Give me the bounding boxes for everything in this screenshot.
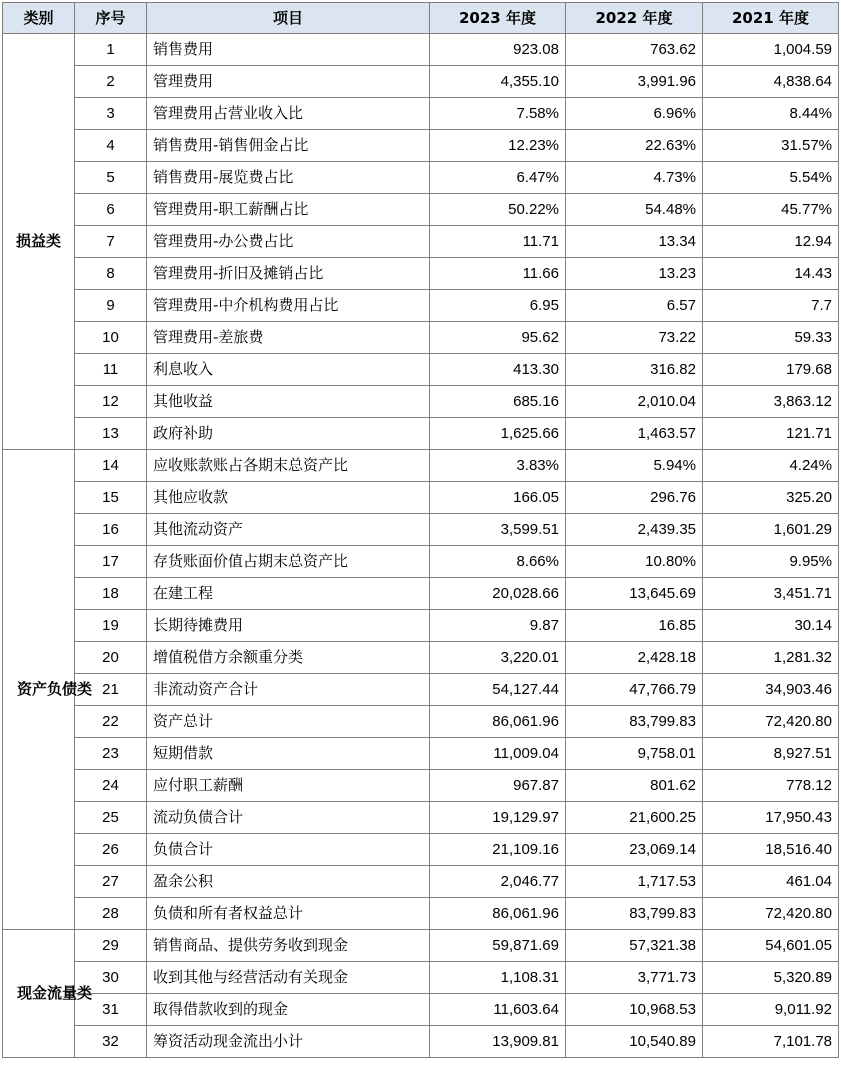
value-2022-cell: 3,771.73 <box>566 962 703 994</box>
value-2021-cell: 34,903.46 <box>703 674 839 706</box>
item-cell: 盈余公积 <box>147 866 430 898</box>
seq-cell: 21 <box>75 674 147 706</box>
value-2021-cell: 72,420.80 <box>703 706 839 738</box>
value-2021-cell: 461.04 <box>703 866 839 898</box>
table-row <box>3 258 839 290</box>
value-2022-cell: 801.62 <box>566 770 703 802</box>
seq-cell: 5 <box>75 162 147 194</box>
item-cell: 其他收益 <box>147 386 430 418</box>
value-2021-cell: 325.20 <box>703 482 839 514</box>
value-2023-cell: 3,220.01 <box>430 642 566 674</box>
table-row <box>3 866 839 898</box>
item-cell: 负债和所有者权益总计 <box>147 898 430 930</box>
value-2021-cell: 1,004.59 <box>703 34 839 66</box>
table-row <box>3 450 839 482</box>
item-cell: 管理费用-职工薪酬占比 <box>147 194 430 226</box>
table-row <box>3 354 839 386</box>
seq-cell: 15 <box>75 482 147 514</box>
header-seq: 序号 <box>75 3 147 34</box>
item-cell: 管理费用占营业收入比 <box>147 98 430 130</box>
value-2023-cell: 11.71 <box>430 226 566 258</box>
value-2021-cell: 3,863.12 <box>703 386 839 418</box>
header-row <box>3 3 839 34</box>
value-2022-cell: 6.96% <box>566 98 703 130</box>
value-2022-cell: 22.63% <box>566 130 703 162</box>
value-2023-cell: 86,061.96 <box>430 898 566 930</box>
category-cell: 损益类 <box>3 34 75 450</box>
table-row <box>3 130 839 162</box>
value-2023-cell: 13,909.81 <box>430 1026 566 1058</box>
table-row <box>3 930 839 962</box>
value-2023-cell: 11,603.64 <box>430 994 566 1026</box>
seq-cell: 1 <box>75 34 147 66</box>
header-year-2022: 2022 年度 <box>566 3 703 34</box>
item-cell: 销售费用 <box>147 34 430 66</box>
item-cell: 政府补助 <box>147 418 430 450</box>
value-2022-cell: 54.48% <box>566 194 703 226</box>
item-cell: 应付职工薪酬 <box>147 770 430 802</box>
value-2022-cell: 47,766.79 <box>566 674 703 706</box>
value-2021-cell: 8,927.51 <box>703 738 839 770</box>
table-row <box>3 1026 839 1058</box>
value-2021-cell: 179.68 <box>703 354 839 386</box>
category-cell: 现金流量类 <box>3 930 75 1058</box>
value-2023-cell: 95.62 <box>430 322 566 354</box>
seq-cell: 10 <box>75 322 147 354</box>
item-cell: 资产总计 <box>147 706 430 738</box>
value-2023-cell: 86,061.96 <box>430 706 566 738</box>
seq-cell: 14 <box>75 450 147 482</box>
item-cell: 销售费用-展览费占比 <box>147 162 430 194</box>
value-2023-cell: 4,355.10 <box>430 66 566 98</box>
value-2023-cell: 3.83% <box>430 450 566 482</box>
table-row <box>3 706 839 738</box>
seq-cell: 22 <box>75 706 147 738</box>
value-2022-cell: 13,645.69 <box>566 578 703 610</box>
value-2021-cell: 30.14 <box>703 610 839 642</box>
seq-cell: 23 <box>75 738 147 770</box>
value-2023-cell: 967.87 <box>430 770 566 802</box>
financial-data-table <box>2 2 839 1058</box>
value-2022-cell: 21,600.25 <box>566 802 703 834</box>
value-2021-cell: 12.94 <box>703 226 839 258</box>
value-2023-cell: 54,127.44 <box>430 674 566 706</box>
value-2022-cell: 1,717.53 <box>566 866 703 898</box>
value-2023-cell: 20,028.66 <box>430 578 566 610</box>
value-2021-cell: 3,451.71 <box>703 578 839 610</box>
value-2021-cell: 59.33 <box>703 322 839 354</box>
value-2023-cell: 50.22% <box>430 194 566 226</box>
table-row <box>3 802 839 834</box>
value-2022-cell: 13.34 <box>566 226 703 258</box>
item-cell: 增值税借方余额重分类 <box>147 642 430 674</box>
value-2021-cell: 778.12 <box>703 770 839 802</box>
value-2021-cell: 45.77% <box>703 194 839 226</box>
value-2023-cell: 59,871.69 <box>430 930 566 962</box>
seq-cell: 17 <box>75 546 147 578</box>
header-year-2023: 2023 年度 <box>430 3 566 34</box>
value-2022-cell: 296.76 <box>566 482 703 514</box>
seq-cell: 4 <box>75 130 147 162</box>
value-2021-cell: 17,950.43 <box>703 802 839 834</box>
table-row <box>3 418 839 450</box>
seq-cell: 12 <box>75 386 147 418</box>
seq-cell: 18 <box>75 578 147 610</box>
item-cell: 非流动资产合计 <box>147 674 430 706</box>
seq-cell: 27 <box>75 866 147 898</box>
seq-cell: 25 <box>75 802 147 834</box>
seq-cell: 8 <box>75 258 147 290</box>
table-row <box>3 34 839 66</box>
seq-cell: 29 <box>75 930 147 962</box>
seq-cell: 16 <box>75 514 147 546</box>
value-2021-cell: 7.7 <box>703 290 839 322</box>
value-2022-cell: 3,991.96 <box>566 66 703 98</box>
value-2022-cell: 57,321.38 <box>566 930 703 962</box>
item-cell: 管理费用-中介机构费用占比 <box>147 290 430 322</box>
value-2023-cell: 3,599.51 <box>430 514 566 546</box>
table-row <box>3 770 839 802</box>
seq-cell: 19 <box>75 610 147 642</box>
table-row <box>3 98 839 130</box>
value-2023-cell: 2,046.77 <box>430 866 566 898</box>
item-cell: 收到其他与经营活动有关现金 <box>147 962 430 994</box>
value-2021-cell: 7,101.78 <box>703 1026 839 1058</box>
table-row <box>3 162 839 194</box>
value-2021-cell: 4,838.64 <box>703 66 839 98</box>
seq-cell: 6 <box>75 194 147 226</box>
value-2022-cell: 2,428.18 <box>566 642 703 674</box>
seq-cell: 11 <box>75 354 147 386</box>
value-2021-cell: 9.95% <box>703 546 839 578</box>
value-2021-cell: 5,320.89 <box>703 962 839 994</box>
table-row <box>3 226 839 258</box>
item-cell: 管理费用-办公费占比 <box>147 226 430 258</box>
seq-cell: 30 <box>75 962 147 994</box>
seq-cell: 2 <box>75 66 147 98</box>
table-row <box>3 386 839 418</box>
table-body <box>3 34 839 1058</box>
value-2022-cell: 83,799.83 <box>566 898 703 930</box>
seq-cell: 7 <box>75 226 147 258</box>
seq-cell: 3 <box>75 98 147 130</box>
value-2021-cell: 5.54% <box>703 162 839 194</box>
value-2023-cell: 1,108.31 <box>430 962 566 994</box>
table-row <box>3 290 839 322</box>
table-row <box>3 610 839 642</box>
item-cell: 管理费用-折旧及摊销占比 <box>147 258 430 290</box>
item-cell: 应收账款账占各期末总资产比 <box>147 450 430 482</box>
item-cell: 短期借款 <box>147 738 430 770</box>
item-cell: 筹资活动现金流出小计 <box>147 1026 430 1058</box>
value-2023-cell: 413.30 <box>430 354 566 386</box>
seq-cell: 31 <box>75 994 147 1026</box>
value-2021-cell: 9,011.92 <box>703 994 839 1026</box>
table-row <box>3 642 839 674</box>
item-cell: 管理费用 <box>147 66 430 98</box>
seq-cell: 13 <box>75 418 147 450</box>
seq-cell: 26 <box>75 834 147 866</box>
value-2022-cell: 2,439.35 <box>566 514 703 546</box>
table-row <box>3 578 839 610</box>
table-row <box>3 514 839 546</box>
value-2023-cell: 21,109.16 <box>430 834 566 866</box>
value-2022-cell: 1,463.57 <box>566 418 703 450</box>
value-2023-cell: 19,129.97 <box>430 802 566 834</box>
category-cell: 资产负债类 <box>3 450 75 930</box>
value-2022-cell: 5.94% <box>566 450 703 482</box>
seq-cell: 9 <box>75 290 147 322</box>
header-category: 类别 <box>3 3 75 34</box>
value-2023-cell: 6.95 <box>430 290 566 322</box>
header-item: 项目 <box>147 3 430 34</box>
item-cell: 其他应收款 <box>147 482 430 514</box>
item-cell: 销售商品、提供劳务收到现金 <box>147 930 430 962</box>
value-2021-cell: 18,516.40 <box>703 834 839 866</box>
value-2023-cell: 12.23% <box>430 130 566 162</box>
value-2022-cell: 23,069.14 <box>566 834 703 866</box>
table-row <box>3 674 839 706</box>
value-2022-cell: 6.57 <box>566 290 703 322</box>
value-2021-cell: 72,420.80 <box>703 898 839 930</box>
item-cell: 取得借款收到的现金 <box>147 994 430 1026</box>
value-2022-cell: 10,968.53 <box>566 994 703 1026</box>
header-year-2021: 2021 年度 <box>703 3 839 34</box>
seq-cell: 28 <box>75 898 147 930</box>
item-cell: 销售费用-销售佣金占比 <box>147 130 430 162</box>
value-2022-cell: 316.82 <box>566 354 703 386</box>
value-2022-cell: 10,540.89 <box>566 1026 703 1058</box>
item-cell: 其他流动资产 <box>147 514 430 546</box>
item-cell: 负债合计 <box>147 834 430 866</box>
value-2022-cell: 73.22 <box>566 322 703 354</box>
value-2021-cell: 1,601.29 <box>703 514 839 546</box>
value-2023-cell: 11,009.04 <box>430 738 566 770</box>
value-2022-cell: 10.80% <box>566 546 703 578</box>
value-2022-cell: 83,799.83 <box>566 706 703 738</box>
value-2021-cell: 121.71 <box>703 418 839 450</box>
table-row <box>3 66 839 98</box>
value-2021-cell: 31.57% <box>703 130 839 162</box>
value-2022-cell: 9,758.01 <box>566 738 703 770</box>
item-cell: 利息收入 <box>147 354 430 386</box>
value-2023-cell: 1,625.66 <box>430 418 566 450</box>
value-2021-cell: 8.44% <box>703 98 839 130</box>
table-row <box>3 738 839 770</box>
value-2023-cell: 685.16 <box>430 386 566 418</box>
value-2021-cell: 14.43 <box>703 258 839 290</box>
table-row <box>3 898 839 930</box>
seq-cell: 32 <box>75 1026 147 1058</box>
value-2022-cell: 4.73% <box>566 162 703 194</box>
value-2023-cell: 7.58% <box>430 98 566 130</box>
value-2023-cell: 166.05 <box>430 482 566 514</box>
table-row <box>3 962 839 994</box>
table-row <box>3 994 839 1026</box>
table-row <box>3 546 839 578</box>
value-2023-cell: 8.66% <box>430 546 566 578</box>
value-2021-cell: 1,281.32 <box>703 642 839 674</box>
value-2021-cell: 54,601.05 <box>703 930 839 962</box>
item-cell: 在建工程 <box>147 578 430 610</box>
item-cell: 流动负债合计 <box>147 802 430 834</box>
table-row <box>3 194 839 226</box>
value-2022-cell: 763.62 <box>566 34 703 66</box>
table-row <box>3 834 839 866</box>
table-row <box>3 482 839 514</box>
item-cell: 存货账面价值占期末总资产比 <box>147 546 430 578</box>
value-2023-cell: 6.47% <box>430 162 566 194</box>
value-2022-cell: 2,010.04 <box>566 386 703 418</box>
value-2023-cell: 9.87 <box>430 610 566 642</box>
item-cell: 管理费用-差旅费 <box>147 322 430 354</box>
item-cell: 长期待摊费用 <box>147 610 430 642</box>
value-2023-cell: 923.08 <box>430 34 566 66</box>
seq-cell: 20 <box>75 642 147 674</box>
table-row <box>3 322 839 354</box>
value-2023-cell: 11.66 <box>430 258 566 290</box>
value-2021-cell: 4.24% <box>703 450 839 482</box>
value-2022-cell: 16.85 <box>566 610 703 642</box>
seq-cell: 24 <box>75 770 147 802</box>
value-2022-cell: 13.23 <box>566 258 703 290</box>
